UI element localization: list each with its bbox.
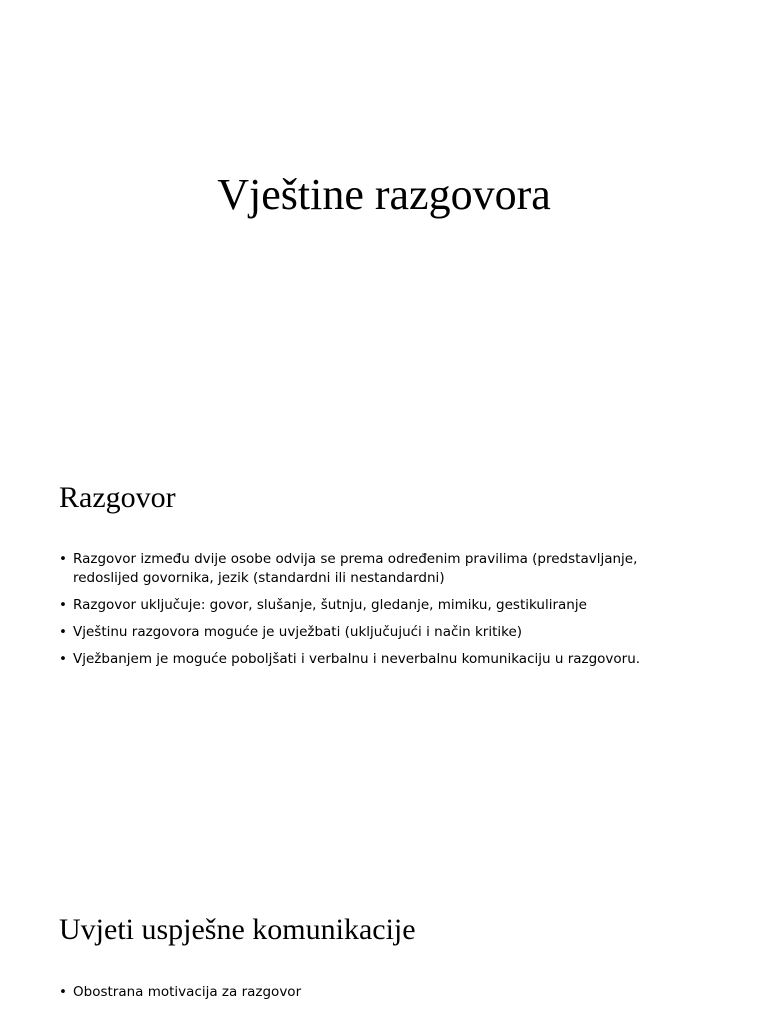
bullet-dot-icon: • [59, 624, 67, 640]
bullet-text: Vježbanjem je moguće poboljšati i verbalnu i neverbalnu komunikaciju u razgovoru. [73, 651, 641, 667]
bullet-dot-icon: • [59, 597, 67, 613]
bullet-item [59, 550, 699, 588]
slide-heading: Uvjeti uspješne komunikacije [59, 913, 416, 946]
slide-razgovor [0, 432, 768, 864]
slide-title [0, 0, 768, 432]
bullet-text: Razgovor uključuje: govor, slušanje, šutnju, gledanje, mimiku, gestikuliranje [73, 597, 587, 613]
bullet-list [59, 983, 699, 1010]
bullet-item [59, 983, 699, 1002]
slide-heading: Razgovor [59, 481, 176, 514]
presentation-title: Vještine razgovora [217, 170, 551, 219]
bullet-list [59, 550, 699, 677]
bullet-text: Obostrana motivacija za razgovor [73, 984, 302, 1000]
bullet-text: Vještinu razgovora moguće je uvježbati (uključujući i način kritike) [73, 624, 523, 640]
bullet-dot-icon: • [59, 984, 67, 1000]
bullet-dot-icon: • [59, 551, 67, 567]
bullet-item [59, 650, 699, 669]
bullet-item [59, 596, 699, 615]
slide-uvjeti [0, 864, 768, 1024]
bullet-dot-icon: • [59, 651, 67, 667]
bullet-text: Razgovor između dvije osobe odvija se prema određenim pravilima (predstavljanje, redoslijed govornika, jezik (standardni ili nestandardni) [73, 551, 638, 586]
bullet-item [59, 623, 699, 642]
